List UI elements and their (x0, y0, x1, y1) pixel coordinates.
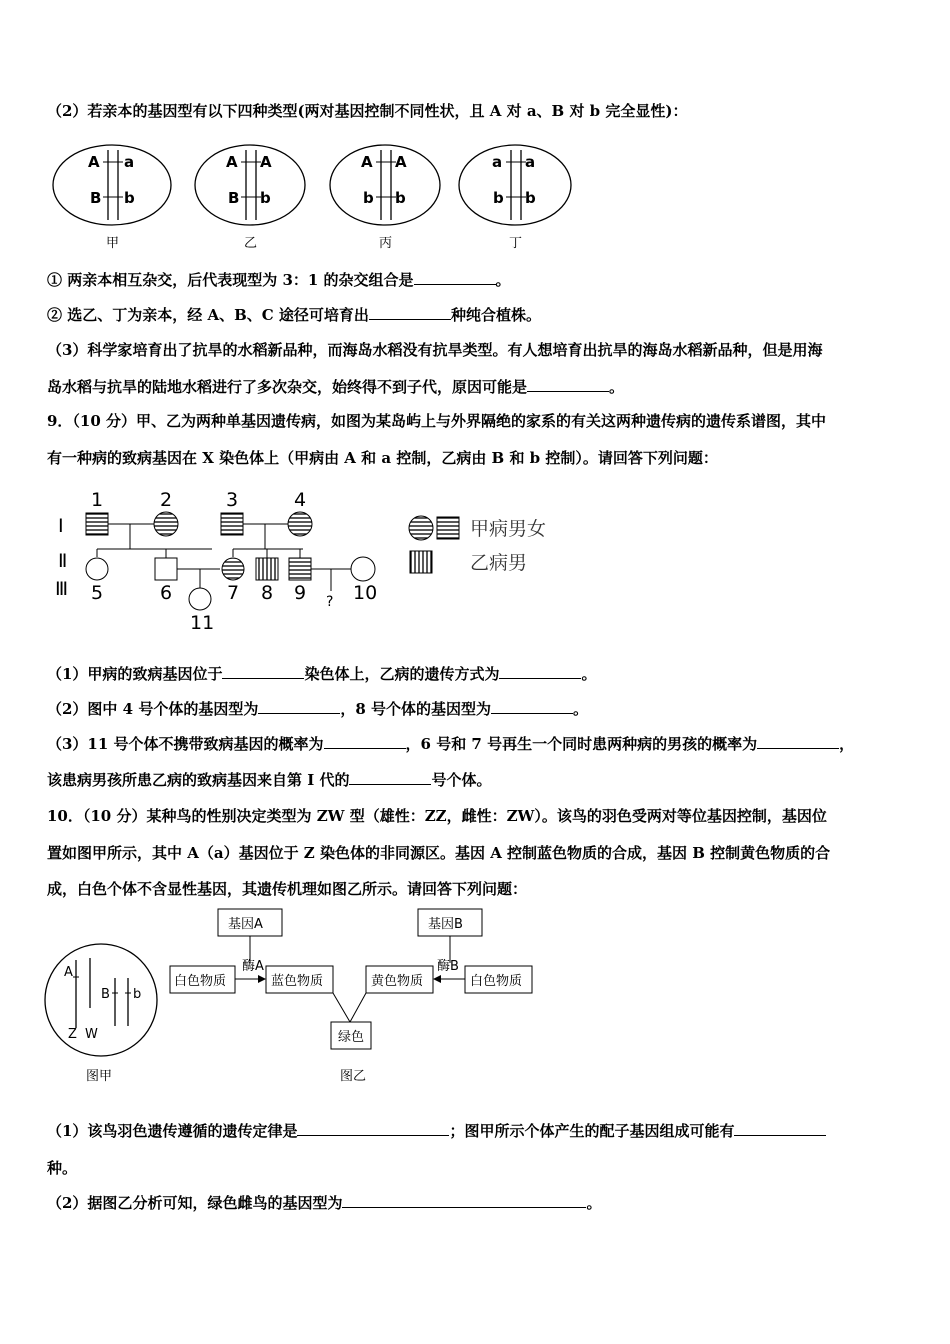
figure-jia (44, 930, 164, 1088)
q8-part3-line1: （3）科学家培育出了抗旱的水稻新品种，而海岛水稻没有抗旱类型。有人想培育出抗旱的海岛水稻新品种，但是用海 (47, 341, 823, 359)
cell-bing-top-right: A (395, 153, 407, 171)
q9-line1: 9．（10 分）甲、乙为两种单基因遗传病，如图为某岛屿上与外界隔绝的家系的有关这两种遗传病的遗传系谱图，其中 (47, 412, 827, 430)
q9-p3: （3）11 号个体不携带致病基因的概率为 ，6 号和 7 号再生一个同时患两种病的男孩的概率为 ， (47, 735, 855, 753)
individual-11 (189, 588, 211, 610)
cell-ding-top-right: a (525, 153, 536, 171)
fig-jia-gene-b-small: b (133, 987, 142, 1002)
q8-part3-line2: 岛水稻与抗旱的陆地水稻进行了多次杂交，始终得不到子代，原因可能是 。 (47, 378, 625, 396)
number-6: 6 (160, 582, 173, 604)
blank[interactable] (527, 377, 609, 392)
blank[interactable] (258, 699, 340, 714)
cell-bing (330, 145, 440, 251)
individual-4 (288, 512, 312, 536)
q10-line3: 成，白色个体不含显性基因，其遗传机理如图乙所示。请回答下列问题： (47, 880, 528, 898)
blank[interactable] (324, 734, 406, 749)
cell-ding (459, 145, 571, 251)
fig-jia-caption: 图甲 (86, 1069, 113, 1084)
q8-cell-diagrams (50, 140, 590, 255)
q10-p1: （1）该鸟羽色遗传遵循的遗传定律是 ；图甲所示个体产生的配子基因组成可能有 (47, 1121, 826, 1141)
cell-jia-top-left: A (88, 153, 100, 171)
blank[interactable] (297, 1121, 449, 1136)
individual-6 (155, 558, 177, 580)
legend-b-text: 乙病男 (470, 552, 528, 574)
q9-p2: （2）图中 4 号个体的基因型为 ，8 号个体的基因型为 。 (47, 700, 589, 718)
individual-1 (86, 513, 108, 535)
cell-yi-label: 乙 (244, 236, 258, 251)
cell-jia-bottom-right: b (124, 189, 135, 207)
fig-yi-green: 绿色 (338, 1030, 365, 1045)
fig-yi-caption: 图乙 (340, 1069, 367, 1084)
legend-male-b (410, 551, 432, 573)
individual-7 (222, 558, 244, 580)
cell-ding-label: 丁 (509, 236, 523, 251)
number-11: 11 (190, 612, 215, 634)
number-4: 4 (294, 489, 307, 511)
individual-5 (86, 558, 108, 580)
cell-yi-top-right: A (260, 153, 272, 171)
cell-ding-bottom-right: b (525, 189, 536, 207)
legend-female-a (409, 516, 433, 540)
number-7: 7 (227, 582, 240, 604)
cell-yi-bottom-left: B (228, 189, 240, 207)
fig-yi-gene-b: 基因B (428, 917, 463, 932)
cell-bing-bottom-right: b (395, 189, 406, 207)
individual-3 (221, 513, 243, 535)
cell-jia-bottom-left: B (90, 189, 102, 207)
legend-a-text: 甲病男女 (470, 518, 547, 540)
individual-10 (351, 557, 375, 581)
cell-ding-bottom-left: b (493, 189, 504, 207)
individual-9 (289, 558, 311, 580)
cell-yi-top-left: A (226, 153, 238, 171)
fig-jia-gene-a: A (64, 965, 73, 980)
gen-label-1: Ⅰ (58, 515, 64, 537)
cell-jia-label: 甲 (106, 236, 120, 251)
blank[interactable] (222, 664, 304, 679)
q10-line2: 置如图甲所示，其中 A（a）基因位于 Z 染色体的非同源区。基因 A 控制蓝色物质的合成，基因 B 控制黄色物质的合 (47, 844, 831, 862)
fig-yi-gene-a: 基因A (228, 917, 263, 932)
fig-yi-yellow: 黄色物质 (371, 974, 424, 989)
q8-part2-intro: （2）若亲本的基因型有以下四种类型(两对基因控制不同性状，且 A 对 a、B 对 b 完全显性)： (47, 102, 688, 120)
number-10: 10 (353, 582, 378, 604)
q9-p3-line2: 该患病男孩所患乙病的致病基因来自第 Ⅰ 代的 号个体。 (47, 771, 492, 789)
fig-jia-w: W (85, 1027, 98, 1042)
blank[interactable] (369, 305, 451, 320)
q10-p1-line2: 种。 (47, 1159, 78, 1177)
q8-item1: ① 两亲本相互杂交，后代表现型为 3：1 的杂交组合是 。 (47, 271, 511, 289)
q9-p1: （1）甲病的致病基因位于 染色体上，乙病的遗传方式为 。 (47, 665, 597, 683)
number-3: 3 (226, 489, 239, 511)
q9-line2: 有一种病的致病基因在 X 染色体上（甲病由 A 和 a 控制，乙病由 B 和 b 控制）。请回答下列问题： (47, 449, 718, 467)
cell-jia (53, 145, 171, 251)
number-2: 2 (160, 489, 173, 511)
number-5: 5 (91, 582, 104, 604)
cell-bing-top-left: A (361, 153, 373, 171)
gen-label-2: Ⅱ (58, 550, 68, 572)
blank[interactable] (349, 770, 431, 785)
fig-yi-white-left: 白色物质 (174, 974, 227, 989)
legend-male-a (437, 517, 459, 539)
blank[interactable] (342, 1193, 586, 1208)
q10-line1: 10．（10 分）某种鸟的性别决定类型为 ZW 型（雄性：ZZ，雌性：ZW）。该鸟的羽色受两对等位基因控制，基因位 (47, 807, 827, 825)
fig-yi-enzyme-a: 酶A (242, 959, 264, 974)
cell-bing-label: 丙 (379, 236, 393, 251)
fig-yi-white-right: 白色物质 (470, 974, 523, 989)
fig-yi-blue: 蓝色物质 (271, 974, 324, 989)
individual-2 (154, 512, 178, 536)
blank[interactable] (414, 270, 496, 285)
cell-ding-top-left: a (492, 153, 503, 171)
pedigree-chart (50, 485, 570, 635)
blank[interactable] (491, 699, 573, 714)
blank[interactable] (734, 1121, 826, 1136)
fig-yi-enzyme-b: 酶B (437, 959, 459, 974)
blank[interactable] (499, 664, 581, 679)
cell-bing-bottom-left: b (363, 189, 374, 207)
figure-yi (166, 905, 536, 1085)
unknown-child: ? (326, 594, 334, 610)
cell-yi (195, 145, 305, 251)
number-8: 8 (261, 582, 274, 604)
blank[interactable] (757, 734, 839, 749)
fig-jia-z: Z (68, 1027, 77, 1042)
fig-jia-gene-b: B (101, 987, 110, 1002)
number-9: 9 (294, 582, 307, 604)
cell-yi-bottom-right: b (260, 189, 271, 207)
individual-8 (256, 558, 278, 580)
number-1: 1 (91, 489, 104, 511)
q8-item2: ② 选乙、丁为亲本，经 A、B、C 途径可培育出 种纯合植株。 (47, 306, 541, 324)
q10-p2: （2）据图乙分析可知，绿色雌鸟的基因型为 。 (47, 1194, 602, 1212)
gen-label-3: Ⅲ (55, 578, 69, 600)
cell-jia-top-right: a (124, 153, 135, 171)
